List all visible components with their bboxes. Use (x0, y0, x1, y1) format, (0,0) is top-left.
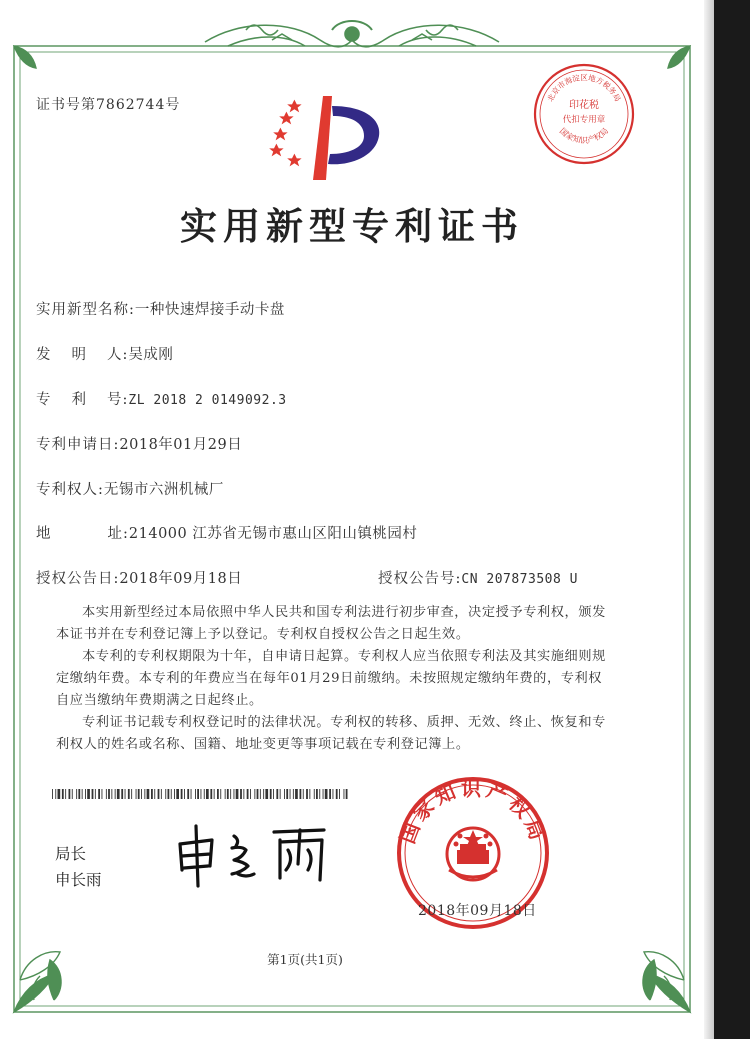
inventor-value: 吴成刚 (128, 347, 174, 363)
grant-date-value: 2018年09月18日 (119, 571, 243, 587)
grant-number-value: CN 207873508 U (461, 572, 578, 587)
paragraph-legal-status (56, 712, 612, 756)
patent-office-logo (268, 92, 388, 184)
address-row (36, 522, 417, 543)
address-value: 214000 江苏省无锡市惠山区阳山镇桃园村 (128, 526, 418, 542)
barcode (52, 789, 348, 799)
patent-number-label-b: 利 (71, 392, 87, 408)
patent-number-value: ZL 2018 2 0149092.3 (128, 393, 287, 408)
svg-text:代扣专用章: 代扣专用章 (562, 115, 606, 125)
svg-text:印花税: 印花税 (569, 100, 599, 111)
page-number: 第1页(共1页) (267, 952, 343, 967)
paragraph-term-and-fees (56, 646, 612, 712)
filing-date-value: 2018年01月29日 (119, 437, 243, 453)
patentee-label: 专利权人: (36, 482, 104, 498)
patentee-value: 无锡市六洲机械厂 (103, 482, 224, 498)
signatory-role: 局长 (55, 845, 87, 863)
handwritten-signature (172, 818, 342, 888)
seal-date: 2018年09月18日 (418, 903, 537, 919)
patent-number-row (36, 388, 287, 409)
paragraph-text: 专利证书记载专利权登记时的法律状况。专利权的转移、质押、无效、终止、恢复和专利权人的姓名或名称、国籍、地址变更等事项记载在专利登记簿上。 (56, 715, 606, 752)
paragraph-grant-decision (56, 602, 612, 646)
address-label-b: 址: (107, 526, 129, 542)
grant-number-row (378, 567, 578, 588)
utility-name-row (36, 298, 285, 319)
certificate-title: 实用新型专利证书 (180, 204, 524, 248)
svg-text:国家知识产权局: 国家知识产权局 (394, 776, 552, 847)
filing-date-label: 专利申请日: (36, 437, 120, 453)
inventor-row (36, 343, 173, 364)
patent-number-label-c: 号: (107, 392, 129, 408)
paragraph-text: 本专利的专利权期限为十年，自申请日起算。专利权人应当依照专利法及其实施细则规定缴纳年费。本专利的年费应当在每年01月29日前缴纳。未按照规定缴纳年费的，专利权自应当缴纳年费期满之日起终止。 (56, 649, 606, 708)
utility-name-label: 实用新型名称: (36, 302, 135, 318)
patentee-row (36, 478, 224, 499)
patent-number-label-a: 专 (36, 392, 52, 408)
svg-text:北京市海淀区地方税务局: 北京市海淀区地方税务局 (545, 73, 623, 103)
inventor-label-a: 发 (36, 347, 52, 363)
utility-name-value: 一种快速焊接手动卡盘 (134, 302, 285, 318)
grant-date-label: 授权公告日: (36, 571, 120, 587)
svg-text:国家知识产权局: 国家知识产权局 (557, 126, 611, 145)
address-label-a: 地 (36, 526, 52, 542)
paragraph-text: 本实用新型经过本局依照中华人民共和国专利法进行初步审查，决定授予专利权，颁发本证书并在专利登记簿上予以登记。专利权自授权公告之日起生效。 (56, 605, 606, 642)
tax-stamp (532, 62, 636, 166)
inventor-label-b: 明 (71, 347, 87, 363)
filing-date-row (36, 433, 242, 454)
signatory-name: 申长雨 (55, 871, 102, 889)
certificate-number: 证书号第7862744号 (36, 97, 181, 113)
grant-date-row (36, 567, 242, 588)
grant-number-label: 授权公告号: (378, 571, 462, 587)
top-ornament (205, 21, 499, 47)
inventor-label-c: 人: (107, 347, 129, 363)
